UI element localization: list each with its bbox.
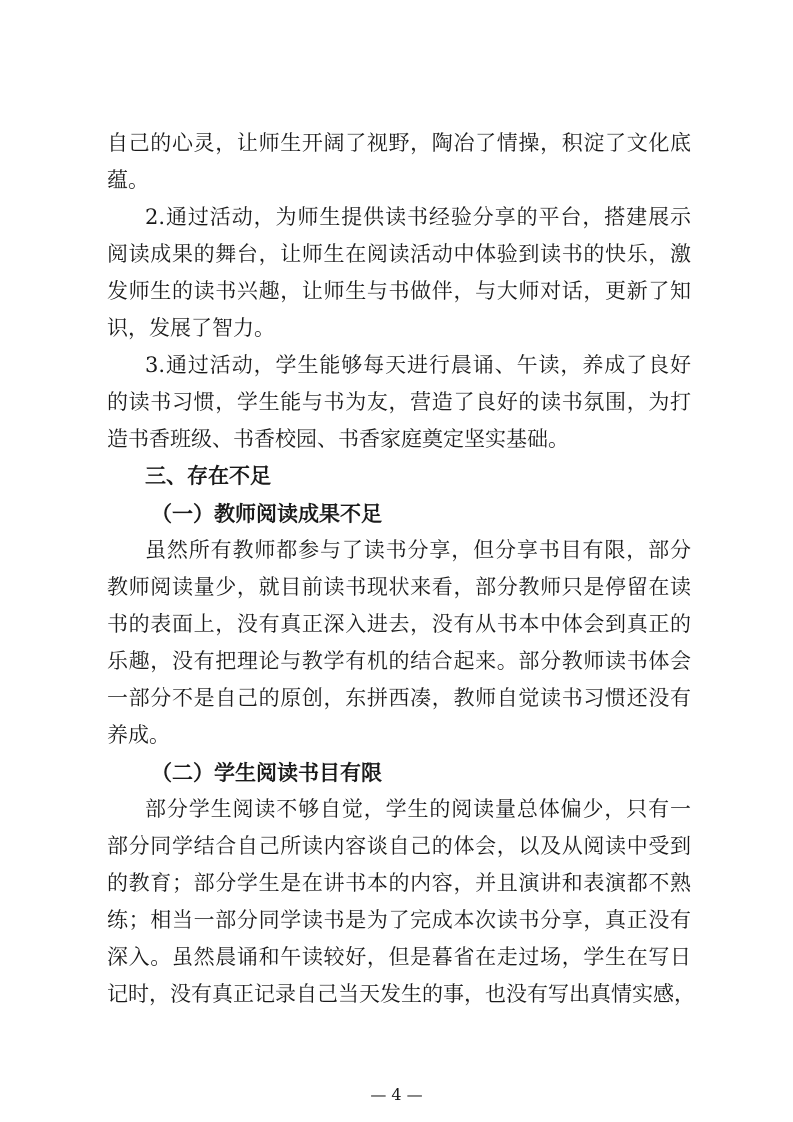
section-heading (107, 458, 691, 495)
text-line: 教师阅读量少，就目前读书现状来看，部分教师只是停留在读 (107, 575, 691, 599)
text-line: 部分同学结合自己所读内容谈自己的体会，以及从阅读中受到 (107, 834, 691, 858)
paragraph (107, 125, 691, 199)
text-line: 记时，没有真正记录自己当天发生的事，也没有写出真情实感， (107, 982, 695, 1006)
text-line: 阅读成果的舞台，让师生在阅读活动中体验到读书的快乐，激 (107, 242, 691, 266)
text-line: 虽然所有教师都参与了读书分享，但分享书目有限，部分 (145, 538, 691, 562)
text-line: 三、存在不足 (145, 464, 271, 488)
text-line: 2.通过活动，为师生提供读书经验分享的平台，搭建展示 (145, 205, 691, 229)
subsection-heading (107, 754, 691, 791)
text-line: 蕴。 (107, 168, 149, 192)
text-line: 的读书习惯，学生能与书为友，营造了良好的读书氛围，为打 (107, 390, 691, 414)
paragraph (107, 532, 691, 754)
text-line: 乐趣，没有把理论与教学有机的结合起来。部分教师读书体会 (107, 649, 691, 673)
text-line: 造书香班级、书香校园、书香家庭奠定坚实基础。 (107, 427, 569, 451)
subsection-heading (107, 495, 691, 532)
text-line: 深入。虽然晨诵和午读较好，但是暮省在走过场，学生在写日 (107, 945, 691, 969)
text-line: 识，发展了智力。 (107, 316, 275, 340)
text-line: （二）学生阅读书目有限 (151, 760, 382, 785)
text-line: 部分学生阅读不够自觉，学生的阅读量总体偏少，只有一 (145, 797, 691, 821)
text-line: 的教育；部分学生是在讲书本的内容，并且演讲和表演都不熟 (107, 871, 691, 895)
text-line: 发师生的读书兴趣，让师生与书做伴，与大师对话，更新了知 (107, 279, 691, 303)
document-body (107, 125, 695, 1013)
text-line: 自己的心灵，让师生开阔了视野，陶冶了情操，积淀了文化底 (107, 131, 691, 155)
text-line: 一部分不是自己的原创，东拼西凑，教师自觉读书习惯还没有 (107, 686, 691, 710)
paragraph (107, 791, 695, 1013)
paragraph (107, 199, 691, 347)
text-line: 3.通过活动，学生能够每天进行晨诵、午读，养成了良好 (145, 353, 691, 377)
text-line: 养成。 (107, 723, 170, 747)
text-line: 练；相当一部分同学读书是为了完成本次读书分享，真正没有 (107, 908, 691, 932)
text-line: （一）教师阅读成果不足 (151, 501, 382, 526)
page-number: — 4 — (370, 1085, 423, 1104)
text-line: 书的表面上，没有真正深入进去，没有从书本中体会到真正的 (107, 612, 691, 636)
paragraph (107, 347, 691, 458)
